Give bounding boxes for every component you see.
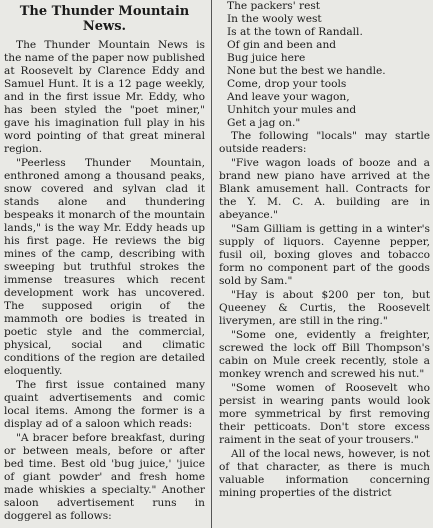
verse-line: Of gin and been and xyxy=(227,39,337,51)
verse-line: None but the best we handle. xyxy=(227,65,386,77)
local-item: "Some women of Roosevelt who persist in wearing pants would look more symmetrical by first removing their petticoats. Don't store excess raiment in the seat of your trousers." xyxy=(219,382,430,446)
local-item: "Five wagon loads of booze and a brand new piano have arrived at the Blank amusement hall. Contracts for the Y. M. C. A. building are in abeyance." xyxy=(219,157,430,221)
verse-line: Get a jag on." xyxy=(227,117,301,129)
verse-line: In the wooly west xyxy=(227,13,322,25)
article-paragraph: The following "locals" may startle outside readers: xyxy=(219,130,430,155)
verse-line: Is at the town of Randall. xyxy=(227,26,363,38)
local-item: "Hay is about $200 per ton, but Queeney & Curtis, the Roosevelt liverymen, are still in the ring." xyxy=(219,289,430,327)
local-item: "Some one, evidently a freighter, screwed the lock off Bill Thompson's cabin on Mule creek recently, stole a monkey wrench and screwed his nut." xyxy=(219,329,430,380)
column-divider xyxy=(211,0,212,528)
verse-line: Unhitch your mules and xyxy=(227,104,357,116)
verse-line: Come, drop your tools xyxy=(227,78,347,90)
doggerel-verse xyxy=(219,0,430,130)
verse-line: And leave your wagon, xyxy=(227,91,350,103)
article-paragraph: The Thunder Mountain News is the name of the paper now published at Roosevelt by Clarence Eddy and Samuel Hunt. It is a 12 page weekly, and in the first issue Mr. Eddy, who has been styled the "poet miner," gave his imagination full play in his word pointing of that great mineral region. xyxy=(4,39,205,155)
headline: The Thunder Mountain News. xyxy=(19,4,190,34)
article-paragraph: "A bracer before breakfast, during or between meals, before or after bed time. Best old 'bug juice,' 'juice of giant powder' and fresh home made whiskies a specialty." Another saloon advertisement runs in doggerel as follows: xyxy=(4,432,205,522)
article-paragraph: All of the local news, however, is not of that character, as there is much valuable information concerning mining properties of the district xyxy=(219,448,430,499)
article-paragraph: "Peerless Thunder Mountain, enthroned among a thousand peaks, snow covered and sylvan clad it stands alone and thundering bespeaks it monarch of the mountain lands," is the way Mr. Eddy heads up his first page. He reviews the big mines of the camp, describing with sweeping but truthful strokes the immense treasures which recent development work has uncovered. The supposed origin of the mammoth ore bodies is treated in poetic style and the commercial, physical, social and climatic conditions of the region are detailed eloquently. xyxy=(4,157,205,377)
verse-line: The packers' rest xyxy=(227,0,321,12)
verse-line: Bug juice here xyxy=(227,52,306,64)
right-column xyxy=(219,0,430,528)
left-column xyxy=(4,0,205,528)
article-paragraph: The first issue contained many quaint advertisements and comic local items. Among the former is a display ad of a saloon which reads: xyxy=(4,379,205,430)
local-item: "Sam Gilliam is getting in a winter's supply of liquors. Cayenne pepper, fusil oil, boxing gloves and tobacco form no component part of the goods sold by Sam." xyxy=(219,223,430,287)
